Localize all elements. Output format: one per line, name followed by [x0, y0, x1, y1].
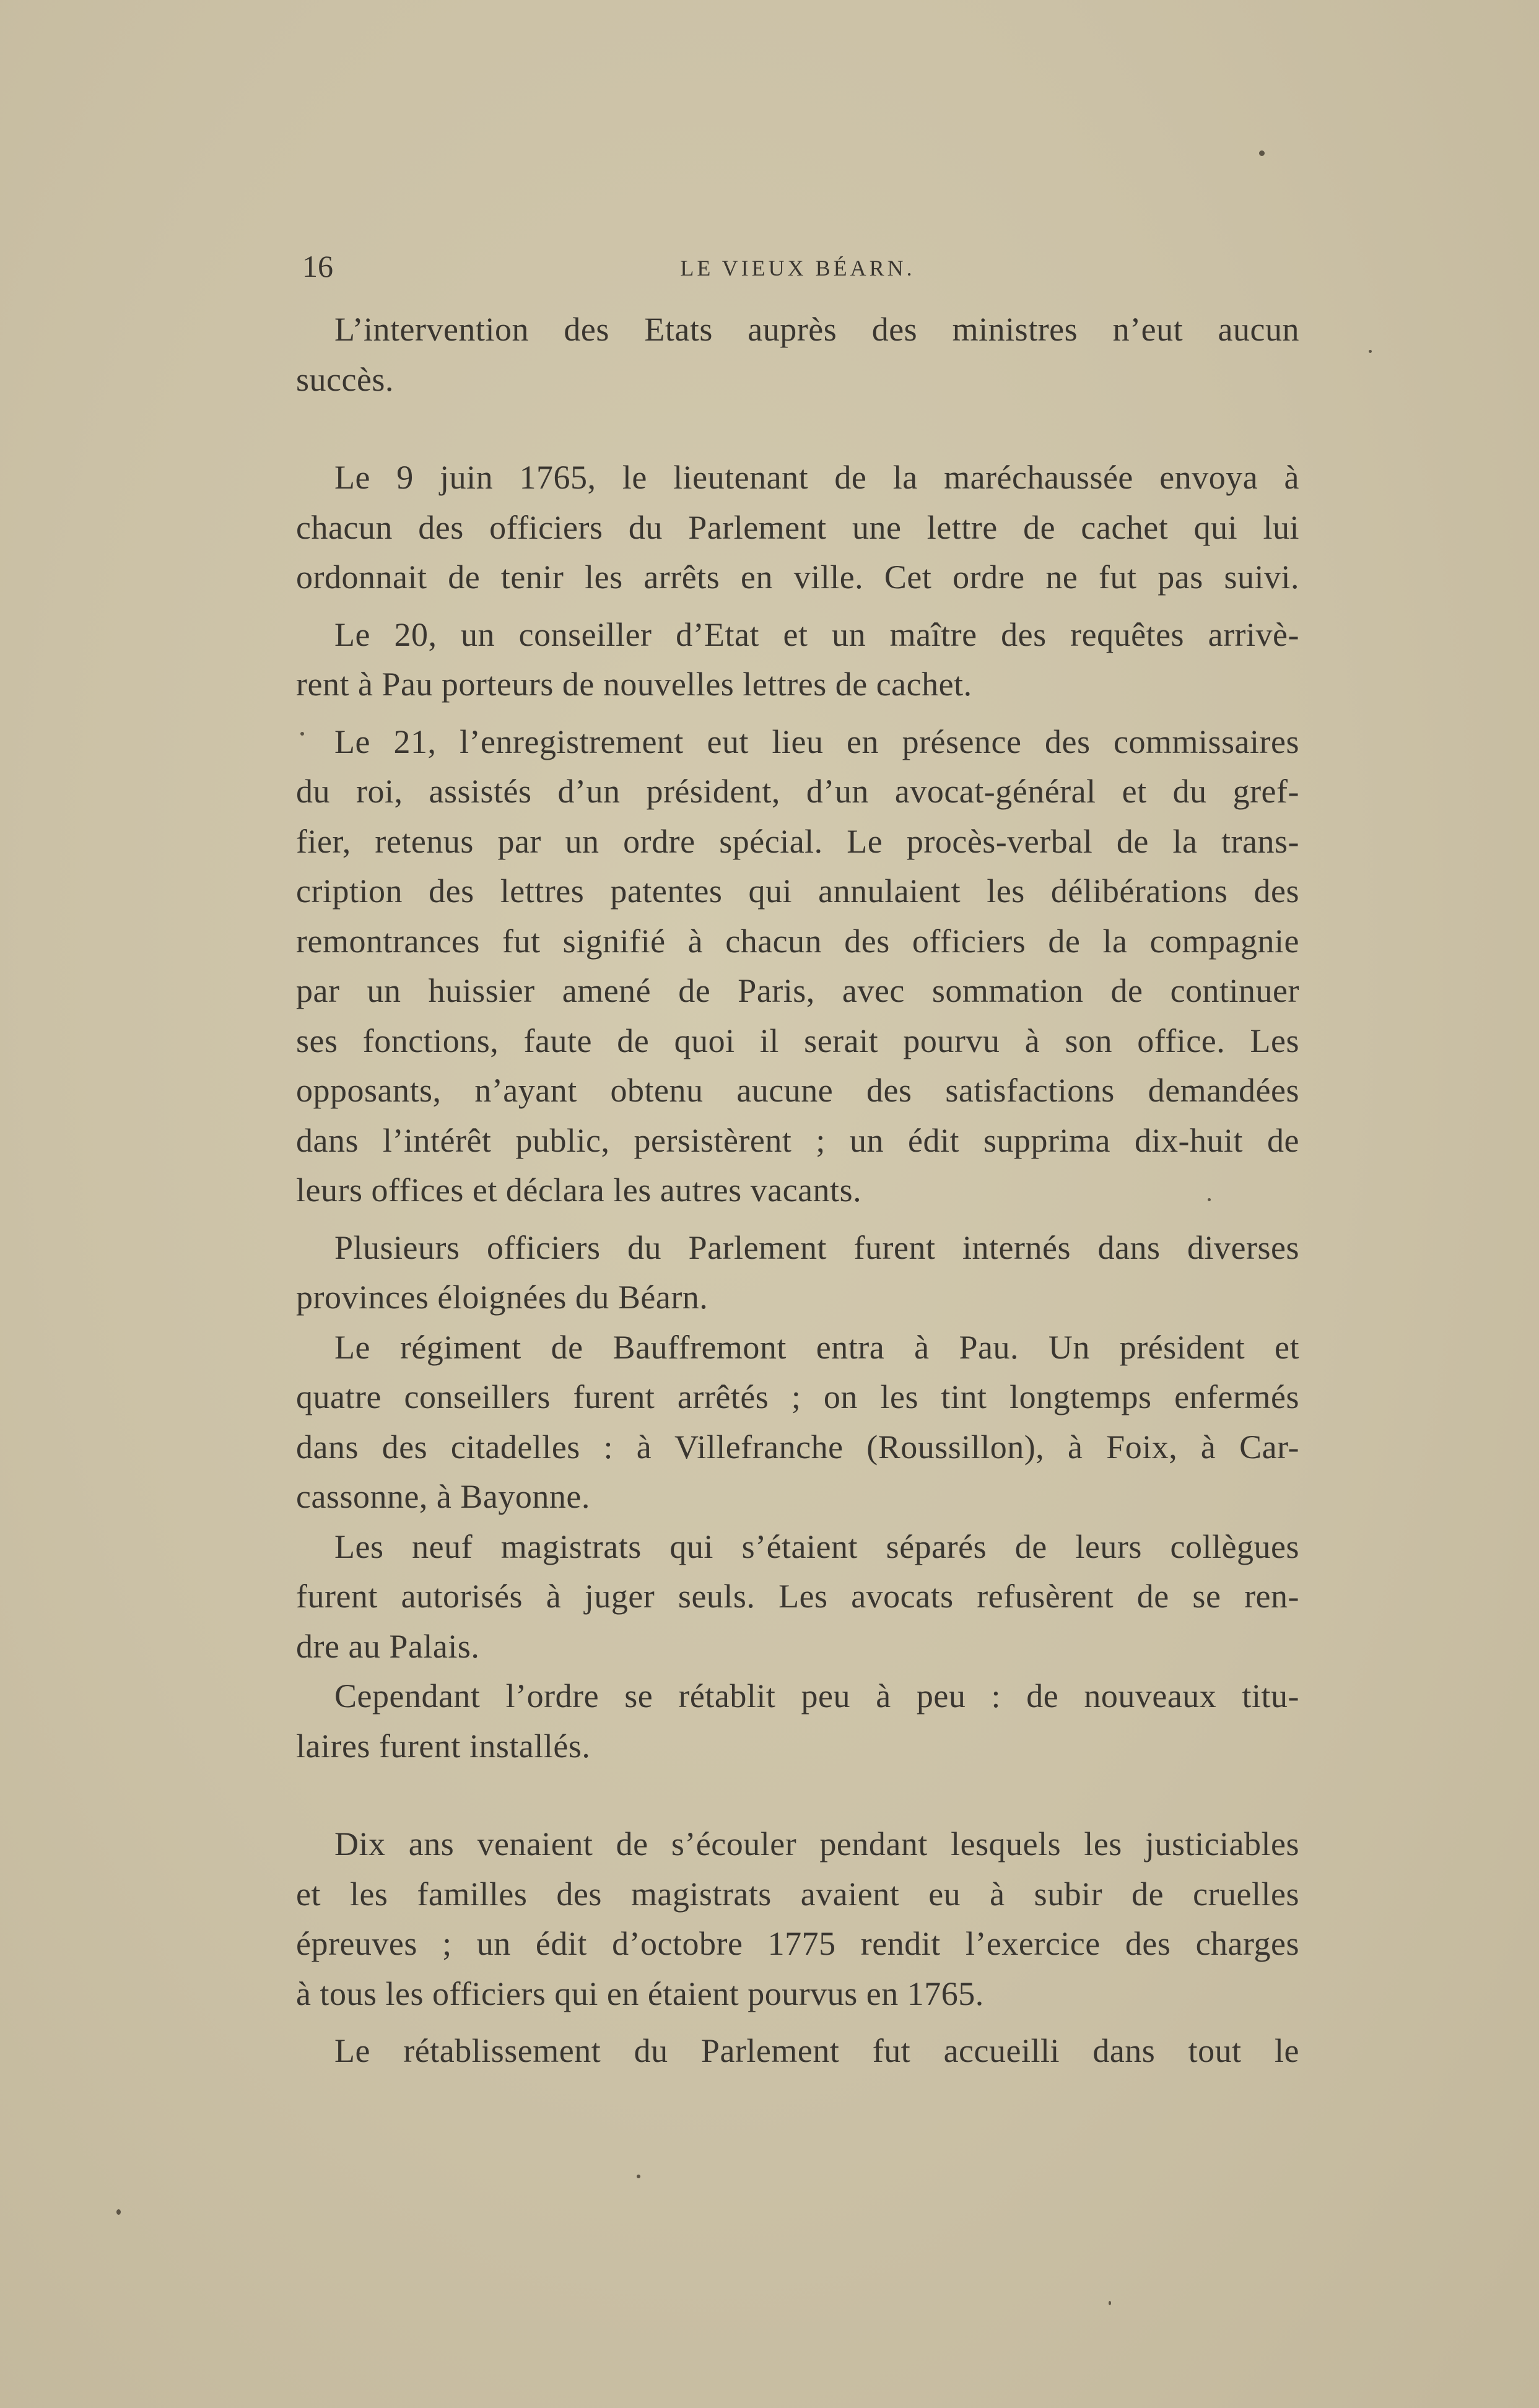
text-line: dans des citadelles : à Villefranche (Roussillon), à Foix, à Car- — [296, 1428, 1299, 1466]
text-line: fier, retenus par un ordre spécial. Le procès-verbal de la trans- — [296, 822, 1299, 860]
running-head — [296, 245, 1299, 288]
paragraph — [296, 2026, 1299, 2076]
paragraph — [296, 1819, 1299, 2019]
text-line: Le 20, un conseiller d’Etat et un maître des requêtes arrivè- — [334, 615, 1299, 653]
paper-speck — [1208, 1198, 1211, 1201]
paragraph — [296, 1223, 1299, 1323]
text-line: du roi, assistés d’un président, d’un avocat-général et du gref- — [296, 773, 1299, 810]
text-line: succès. — [296, 360, 394, 398]
text-line: cription des lettres patentes qui annulaient les délibérations des — [296, 872, 1299, 910]
text-line: laires furent installés. — [296, 1727, 591, 1765]
text-line: épreuves ; un édit d’octobre 1775 rendit l’exercice des charges — [296, 1925, 1299, 1962]
paper-speck — [300, 732, 304, 736]
text-line: leurs offices et déclara les autres vacants. — [296, 1171, 862, 1209]
text-line: et les familles des magistrats avaient eu à subir de cruelles — [296, 1875, 1299, 1913]
text-line: par un huissier amené de Paris, avec sommation de continuer — [296, 972, 1299, 1009]
text-line: quatre conseillers furent arrêtés ; on les tint longtemps enfermés — [296, 1378, 1299, 1415]
text-line: provinces éloignées du Béarn. — [296, 1279, 708, 1316]
body-text — [296, 305, 1299, 2076]
text-line: L’intervention des Etats auprès des ministres n’eut aucun — [334, 311, 1299, 348]
paper-speck — [1109, 2301, 1111, 2305]
paragraph — [296, 1522, 1299, 1672]
text-line: à tous les officiers qui en étaient pourvus en 1765. — [296, 1975, 984, 2012]
text-line: Plusieurs officiers du Parlement furent internés dans diverses — [334, 1228, 1299, 1266]
paper-speck — [116, 2209, 121, 2215]
paragraph — [296, 717, 1299, 1215]
text-line: Le rétablissement du Parlement fut accueilli dans tout le — [334, 2032, 1299, 2069]
paper-speck — [1369, 350, 1372, 353]
paragraph — [296, 305, 1299, 404]
text-line: cassonne, à Bayonne. — [296, 1478, 590, 1515]
text-line: opposants, n’ayant obtenu aucune des satisfactions demandées — [296, 1072, 1299, 1109]
text-line: ordonnait de tenir les arrêts en ville. Cet ordre ne fut pas suivi. — [296, 559, 1299, 596]
text-line: chacun des officiers du Parlement une lettre de cachet qui lui — [296, 508, 1299, 546]
text-line: Le 9 juin 1765, le lieutenant de la maréchaussée envoya à — [334, 459, 1299, 496]
text-line: Le 21, l’enregistrement eut lieu en présence des commissaires — [334, 723, 1299, 760]
text-line: dre au Palais. — [296, 1627, 480, 1665]
text-line: Le régiment de Bauffremont entra à Pau. Un président et — [334, 1328, 1299, 1366]
running-title: LE VIEUX BÉARN. — [680, 256, 915, 280]
text-line: dans l’intérêt public, persistèrent ; un édit supprima dix-huit de — [296, 1121, 1299, 1159]
paper-speck — [637, 2175, 640, 2178]
text-line: remontrances fut signifié à chacun des officiers de la compagnie — [296, 922, 1299, 960]
page-number: 16 — [302, 249, 333, 284]
paragraph — [296, 1323, 1299, 1522]
text-line: Dix ans venaient de s’écouler pendant lesquels les justiciables — [334, 1825, 1299, 1863]
paragraph — [296, 453, 1299, 602]
text-line: Cependant l’ordre se rétablit peu à peu : de nouveaux titu- — [334, 1677, 1299, 1715]
paragraph — [296, 610, 1299, 710]
paragraph — [296, 1671, 1299, 1771]
text-line: ses fonctions, faute de quoi il serait pourvu à son office. Les — [296, 1022, 1299, 1059]
text-line: Les neuf magistrats qui s’étaient séparés de leurs collègues — [334, 1528, 1299, 1565]
paper-speck — [1259, 150, 1265, 156]
text-line: rent à Pau porteurs de nouvelles lettres de cachet. — [296, 666, 972, 703]
text-line: furent autorisés à juger seuls. Les avocats refusèrent de se ren- — [296, 1578, 1299, 1615]
